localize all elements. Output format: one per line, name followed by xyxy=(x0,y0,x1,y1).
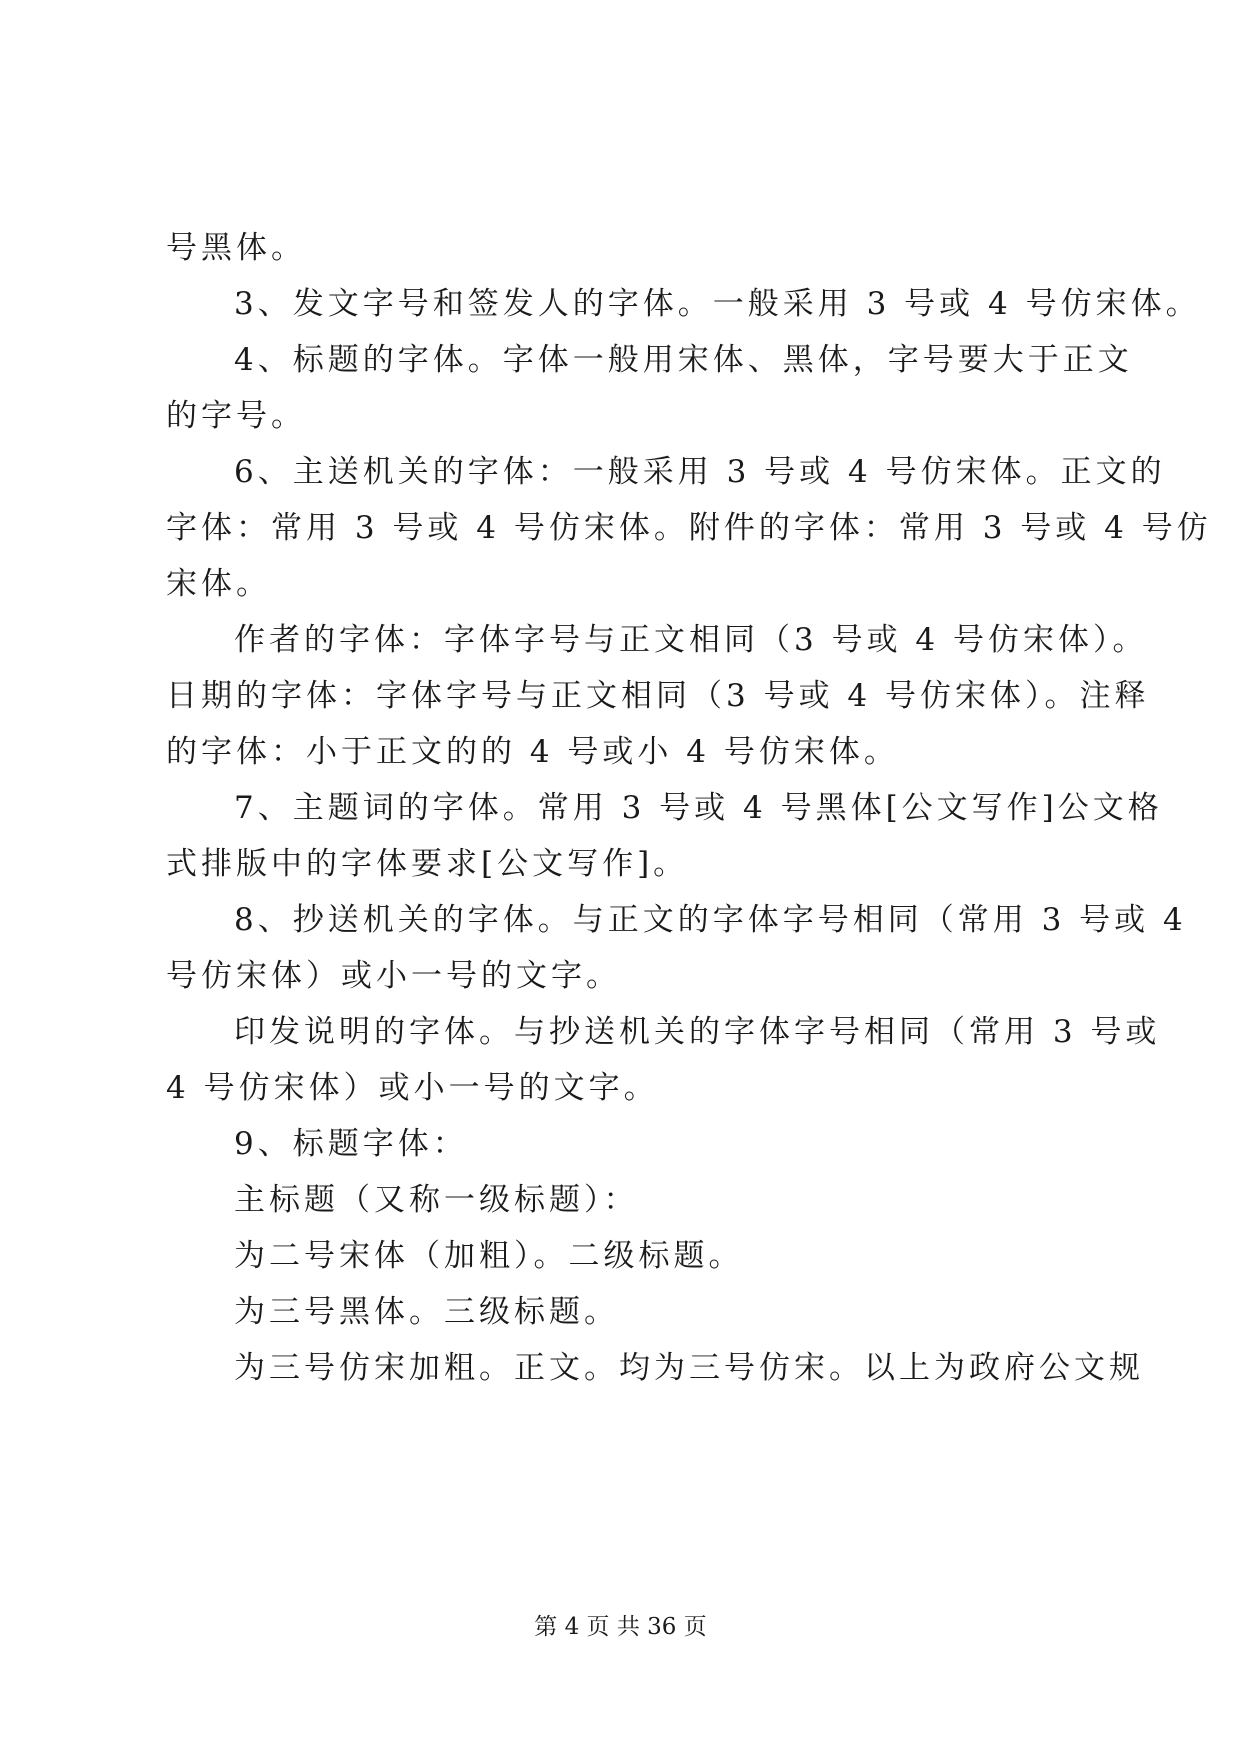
text-line: 为二号宋体（加粗）。二级标题。 xyxy=(234,1238,744,1274)
text-line: 印发说明的字体。与抄送机关的字体字号相同（常用 3 号或 xyxy=(234,1014,1161,1050)
text-line: 7、主题词的字体。常用 3 号或 4 号黑体[公文写作]公文格 xyxy=(234,790,1163,826)
page-number-footer: 第 4 页 共 36 页 xyxy=(534,1614,707,1640)
text-line: 日期的字体：字体字号与正文相同（3 号或 4 号仿宋体）。注释 xyxy=(166,678,1150,714)
text-line: 号黑体。 xyxy=(166,230,306,266)
text-line: 作者的字体：字体字号与正文相同（3 号或 4 号仿宋体）。 xyxy=(234,622,1148,658)
text-line: 8、抄送机关的字体。与正文的字体字号相同（常用 3 号或 4 xyxy=(234,902,1187,938)
text-line: 为三号黑体。三级标题。 xyxy=(234,1294,619,1330)
text-line: 4 号仿宋体）或小一号的文字。 xyxy=(166,1070,659,1106)
text-line: 9、标题字体： xyxy=(234,1126,468,1162)
text-line: 为三号仿宋加粗。正文。均为三号仿宋。以上为政府公文规 xyxy=(234,1350,1144,1386)
text-line: 号仿宋体）或小一号的文字。 xyxy=(166,958,621,994)
text-line: 3、发文字号和签发人的字体。一般采用 3 号或 4 号仿宋体。 xyxy=(234,286,1201,322)
text-line: 的字体：小于正文的的 4 号或小 4 号仿宋体。 xyxy=(166,734,899,770)
text-line: 4、标题的字体。字体一般用宋体、黑体，字号要大于正文 xyxy=(234,342,1133,378)
text-line: 式排版中的字体要求[公文写作]。 xyxy=(166,846,689,882)
text-line: 字体：常用 3 号或 4 号仿宋体。附件的字体：常用 3 号或 4 号仿 xyxy=(166,510,1212,546)
text-line: 主标题（又称一级标题）： xyxy=(234,1182,639,1218)
text-line: 6、主送机关的字体：一般采用 3 号或 4 号仿宋体。正文的 xyxy=(234,454,1166,490)
text-line: 的字号。 xyxy=(166,398,306,434)
text-line: 宋体。 xyxy=(166,566,271,602)
